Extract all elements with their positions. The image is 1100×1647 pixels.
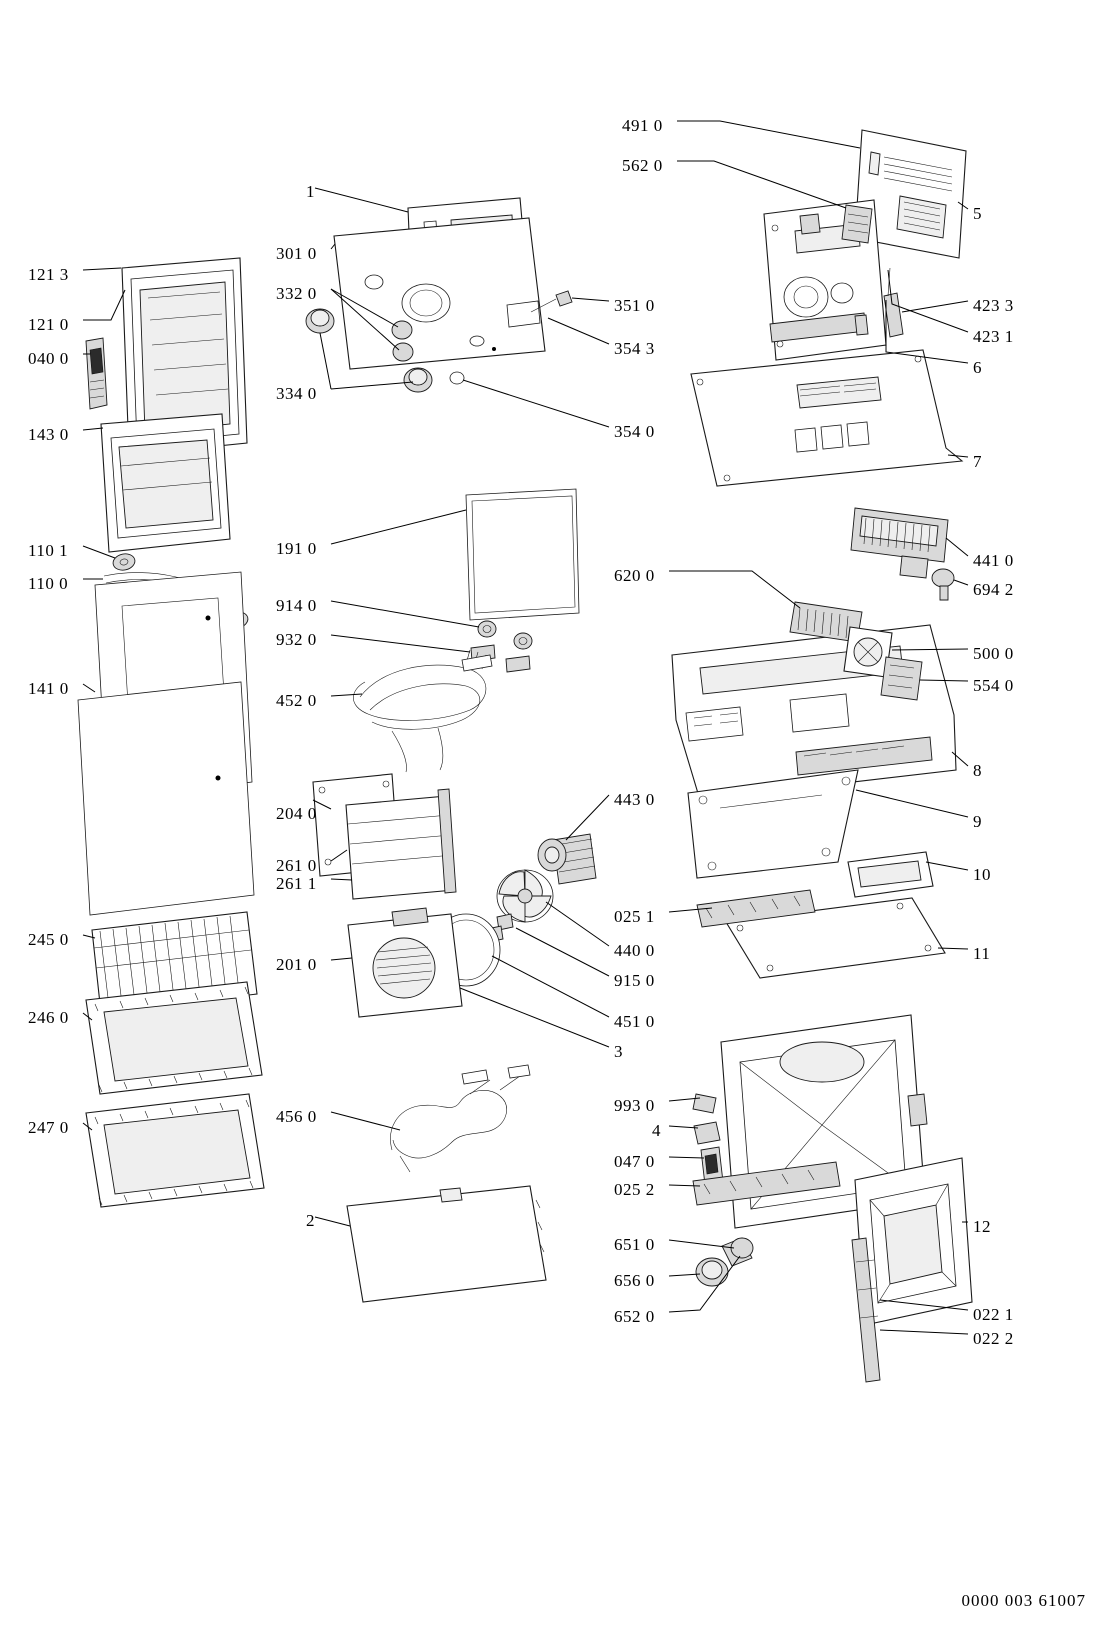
label-2: 2 bbox=[306, 1211, 315, 1230]
label-246-0: 246 0 bbox=[28, 1008, 69, 1027]
label-932-0: 932 0 bbox=[276, 630, 317, 649]
label-443-0: 443 0 bbox=[614, 790, 655, 809]
part-oven-door-seal-191-0 bbox=[466, 489, 579, 620]
label-11: 11 bbox=[973, 944, 991, 963]
label-694-2: 694 2 bbox=[973, 580, 1014, 599]
part-fan-motor-443-0 bbox=[538, 834, 596, 884]
part-relay-562-0 bbox=[842, 205, 872, 243]
document-code: 0000 003 61007 bbox=[961, 1591, 1086, 1610]
label-423-1: 423 1 bbox=[973, 327, 1014, 346]
part-shelf-runner-261-0 bbox=[346, 789, 456, 899]
label-022-1: 022 1 bbox=[973, 1305, 1014, 1324]
part-fan-blade-440-0 bbox=[497, 870, 553, 922]
label-047-0: 047 0 bbox=[614, 1152, 655, 1171]
part-door-hinge-040-0 bbox=[86, 338, 107, 409]
label-334-0: 334 0 bbox=[276, 384, 317, 403]
label-354-3: 354 3 bbox=[614, 339, 655, 358]
label-025-2: 025 2 bbox=[614, 1180, 655, 1199]
part-grill-element-452-0 bbox=[353, 650, 492, 772]
part-door-clip-110-1 bbox=[112, 552, 137, 572]
label-4: 4 bbox=[652, 1121, 661, 1140]
label-5: 5 bbox=[973, 204, 982, 223]
label-6: 6 bbox=[973, 358, 982, 377]
label-110-1: 110 1 bbox=[28, 541, 69, 560]
part-lamp-651-0 bbox=[696, 1258, 728, 1286]
label-915-0: 915 0 bbox=[614, 971, 655, 990]
part-bracket-4 bbox=[694, 1122, 720, 1144]
label-451-0: 451 0 bbox=[614, 1012, 655, 1031]
part-door-glass-141-0 bbox=[78, 572, 254, 915]
part-chassis-8 bbox=[672, 625, 956, 800]
part-control-panel-301-0 bbox=[334, 218, 545, 369]
label-9: 9 bbox=[973, 812, 982, 831]
part-knob-334-0 bbox=[404, 368, 464, 392]
label-3: 3 bbox=[614, 1042, 623, 1061]
label-993-0: 993 0 bbox=[614, 1096, 655, 1115]
label-301-0: 301 0 bbox=[276, 244, 317, 263]
label-204-0: 204 0 bbox=[276, 804, 317, 823]
label-440-0: 440 0 bbox=[614, 941, 655, 960]
label-247-0: 247 0 bbox=[28, 1118, 69, 1137]
part-transformer-554-0 bbox=[881, 657, 922, 700]
label-025-1: 025 1 bbox=[614, 907, 655, 926]
part-inner-door-panel-143-0 bbox=[101, 414, 230, 552]
part-fan-cover-201-0 bbox=[348, 908, 462, 1017]
label-491-0: 491 0 bbox=[622, 116, 663, 135]
label-121-3: 121 3 bbox=[28, 265, 69, 284]
label-121-0: 121 0 bbox=[28, 315, 69, 334]
part-drip-pan-247-0 bbox=[86, 1094, 264, 1207]
label-423-3: 423 3 bbox=[973, 296, 1014, 315]
label-7: 7 bbox=[973, 452, 982, 471]
part-lamp-holder-652-0 bbox=[722, 1238, 753, 1266]
label-452-0: 452 0 bbox=[276, 691, 317, 710]
label-1: 1 bbox=[306, 182, 315, 201]
label-500-0: 500 0 bbox=[973, 644, 1014, 663]
label-10: 10 bbox=[973, 865, 991, 884]
label-351-0: 351 0 bbox=[614, 296, 655, 315]
part-baking-tray-246-0 bbox=[86, 982, 262, 1094]
part-clip-993-0 bbox=[693, 1094, 716, 1113]
label-554-0: 554 0 bbox=[973, 676, 1014, 695]
label-245-0: 245 0 bbox=[28, 930, 69, 949]
label-656-0: 656 0 bbox=[614, 1271, 655, 1290]
label-620-0: 620 0 bbox=[614, 566, 655, 585]
label-332-0: 332 0 bbox=[276, 284, 317, 303]
label-12: 12 bbox=[973, 1217, 991, 1236]
label-143-0: 143 0 bbox=[28, 425, 69, 444]
part-nut-914-0 bbox=[478, 621, 532, 649]
label-110-0: 110 0 bbox=[28, 574, 69, 593]
label-040-0: 040 0 bbox=[28, 349, 69, 368]
part-bracket-10 bbox=[848, 852, 933, 897]
label-651-0: 651 0 bbox=[614, 1235, 655, 1254]
label-141-0: 141 0 bbox=[28, 679, 69, 698]
part-sensor-423-3 bbox=[884, 268, 903, 337]
label-022-2: 022 2 bbox=[973, 1329, 1014, 1348]
label-8: 8 bbox=[973, 761, 982, 780]
label-562-0: 562 0 bbox=[622, 156, 663, 175]
label-191-0: 191 0 bbox=[276, 539, 317, 558]
label-261-0: 261 0 bbox=[276, 856, 317, 875]
label-201-0: 201 0 bbox=[276, 955, 317, 974]
label-354-0: 354 0 bbox=[614, 422, 655, 441]
label-456-0: 456 0 bbox=[276, 1107, 317, 1126]
part-lower-element-456-0 bbox=[390, 1065, 530, 1172]
label-914-0: 914 0 bbox=[276, 596, 317, 615]
label-652-0: 652 0 bbox=[614, 1307, 655, 1326]
part-bottom-plate-2 bbox=[347, 1186, 546, 1302]
label-441-0: 441 0 bbox=[973, 551, 1014, 570]
part-tangential-fan-441-0 bbox=[851, 508, 954, 600]
label-261-1: 261 1 bbox=[276, 874, 317, 893]
part-top-cover-7 bbox=[691, 350, 962, 486]
